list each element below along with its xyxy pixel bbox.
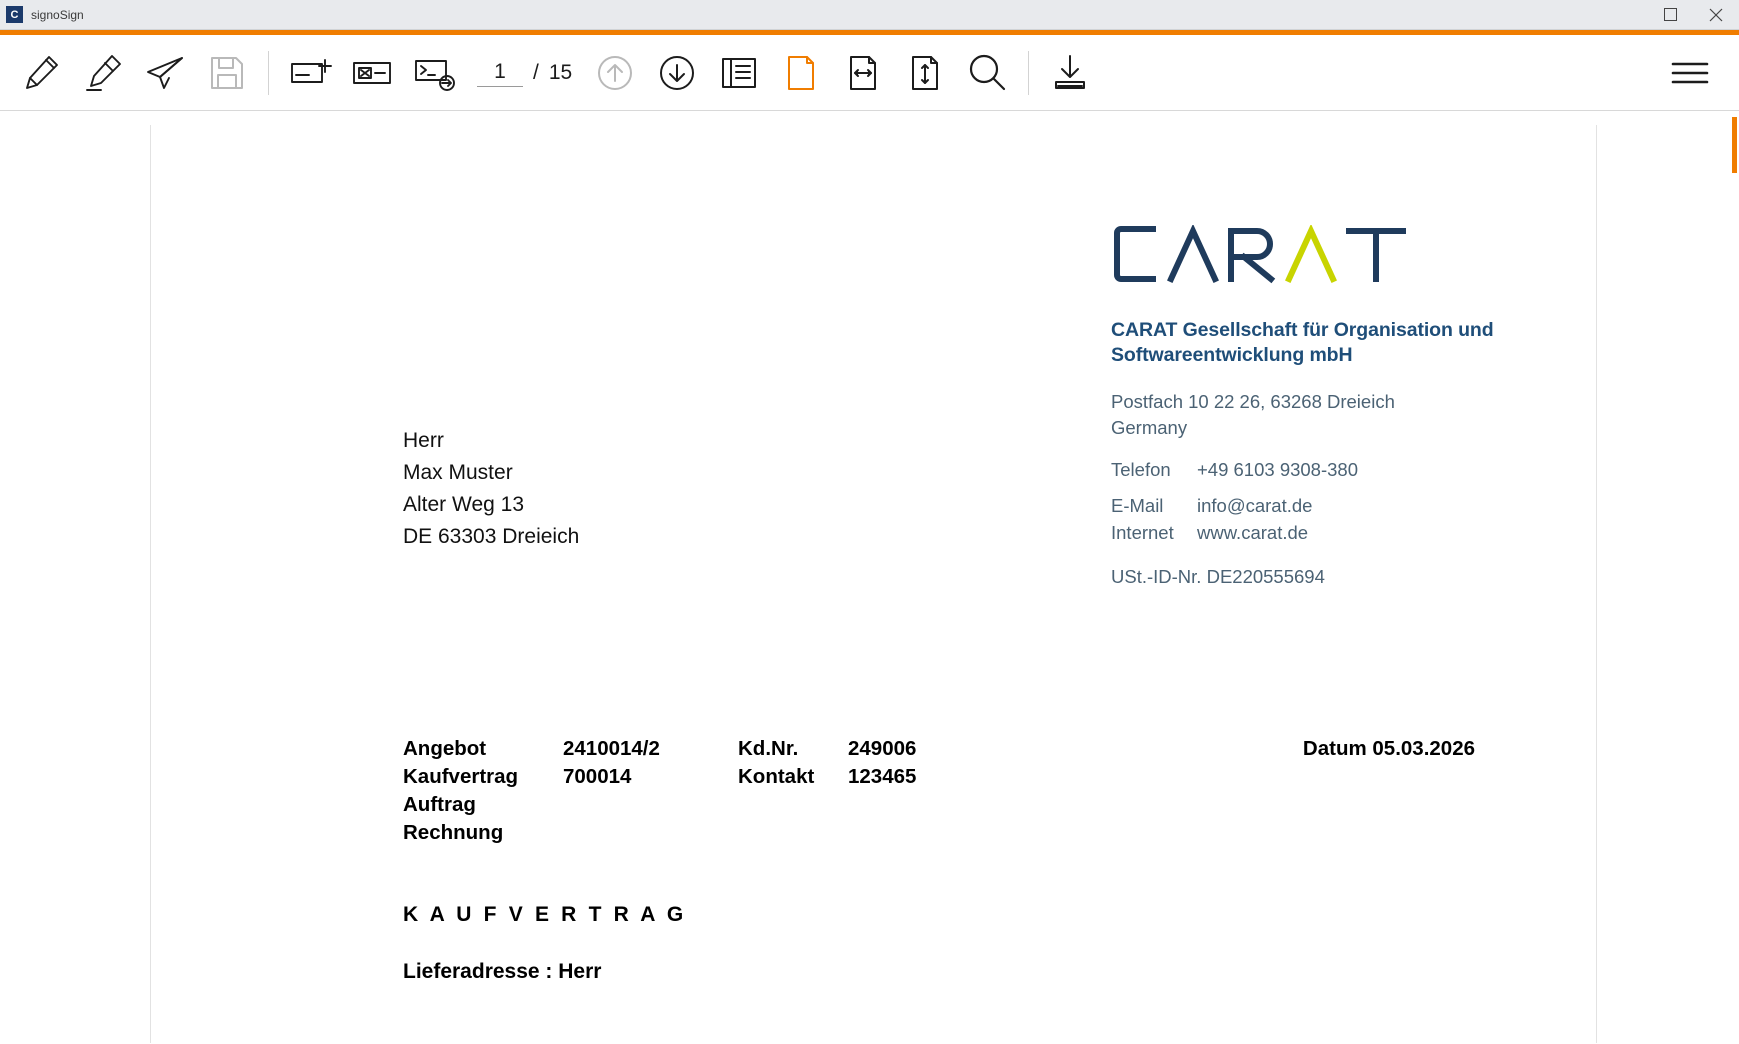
postal-address-line-2: Germany: [1111, 416, 1188, 438]
postal-address: [1111, 389, 1531, 442]
meta-label-auftrag: Auftrag: [403, 793, 476, 816]
contact-value-phone: +49 6103 9308-380: [1197, 459, 1358, 481]
meta-value-auftrag: [563, 793, 738, 821]
maximize-icon[interactable]: [1647, 0, 1693, 29]
meta-label-kdnr: Kd.Nr.: [738, 737, 799, 760]
vat-line: USt.-ID-Nr. DE220555694: [1111, 566, 1325, 588]
send-icon[interactable]: [134, 42, 196, 104]
page-number-input[interactable]: [477, 59, 523, 87]
single-page-icon[interactable]: [770, 42, 832, 104]
meta-label-kaufvertrag: Kaufvertrag: [403, 765, 519, 788]
page-navigation: [465, 59, 584, 87]
company-name: CARAT Gesellschaft für Organisation und Softwareentwicklung mbH: [1111, 319, 1494, 367]
contact-row-email: [1111, 493, 1531, 519]
contact-row-internet: [1111, 520, 1531, 546]
toolbar-divider: [268, 51, 269, 95]
field-export-icon[interactable]: [403, 42, 465, 104]
contact-label-email: E-Mail: [1111, 495, 1164, 517]
table-row: [403, 737, 968, 765]
recipient-line-4: DE 63303 Dreieich: [403, 524, 580, 548]
contact-label-internet: Internet: [1111, 521, 1174, 543]
sign-pen-icon[interactable]: [10, 42, 72, 104]
document-subline: Lieferadresse : Herr: [403, 960, 602, 983]
add-field-icon[interactable]: [279, 42, 341, 104]
meta-value-kaufvertrag: 700014: [563, 765, 632, 788]
vertical-scrollbar[interactable]: [1729, 111, 1739, 1043]
contact-value-internet: www.carat.de: [1197, 521, 1309, 543]
document-date: Datum 05.03.2026: [1302, 737, 1475, 760]
postal-address-line-1: Postfach 10 22 26, 63268 Dreieich: [1111, 390, 1395, 412]
fit-width-icon[interactable]: [832, 42, 894, 104]
meta-label-angebot: Angebot: [403, 737, 487, 760]
carat-logo: [1111, 225, 1531, 292]
contact-value-email: info@carat.de: [1197, 495, 1313, 517]
window-controls: [1601, 0, 1739, 29]
meta-label-rechnung: Rechnung: [403, 821, 504, 844]
minimize-button[interactable]: [1601, 0, 1647, 29]
highlighter-icon[interactable]: [72, 42, 134, 104]
table-row: [403, 821, 968, 849]
document-heading: K A U F V E R T R A G: [403, 903, 687, 926]
meta-value-kdnr: 249006: [848, 737, 917, 760]
document-meta: [403, 737, 1523, 849]
table-row: [403, 793, 968, 821]
download-icon[interactable]: [1039, 42, 1101, 104]
close-icon[interactable]: [1693, 0, 1739, 29]
contact-row-phone: [1111, 457, 1531, 483]
search-icon[interactable]: [956, 42, 1018, 104]
contact-block: [1111, 457, 1531, 546]
recipient-line-2: Max Muster: [403, 460, 513, 484]
app-icon: C: [6, 6, 23, 23]
page-total-label: 15: [548, 60, 573, 84]
page-up-icon[interactable]: [584, 42, 646, 104]
book-view-icon[interactable]: [708, 42, 770, 104]
meta-value-rechnung: [563, 821, 738, 849]
contact-label-phone: Telefon: [1111, 459, 1171, 481]
meta-table: [403, 737, 968, 849]
window-titlebar: [0, 0, 1739, 30]
window-title: signoSign: [31, 7, 84, 22]
meta-value-kontakt: 123465: [848, 765, 917, 788]
document-viewport[interactable]: [0, 111, 1739, 1043]
delete-field-icon[interactable]: [341, 42, 403, 104]
recipient-address: [403, 425, 579, 553]
save-icon: [196, 42, 258, 104]
meta-value-angebot: 2410014/2: [563, 737, 660, 760]
recipient-line-3: Alter Weg 13: [403, 492, 525, 516]
table-row: [403, 765, 968, 793]
main-toolbar: [0, 35, 1739, 111]
page-separator: /: [533, 60, 539, 84]
meta-label-kontakt: Kontakt: [738, 765, 815, 788]
fit-page-icon[interactable]: [894, 42, 956, 104]
page-down-icon[interactable]: [646, 42, 708, 104]
letterhead: [1111, 225, 1531, 606]
recipient-line-1: Herr: [403, 429, 444, 452]
scrollbar-thumb[interactable]: [1732, 117, 1737, 173]
toolbar-divider-2: [1028, 51, 1029, 95]
pdf-page: [150, 125, 1597, 1043]
hamburger-menu-icon[interactable]: [1659, 42, 1721, 104]
